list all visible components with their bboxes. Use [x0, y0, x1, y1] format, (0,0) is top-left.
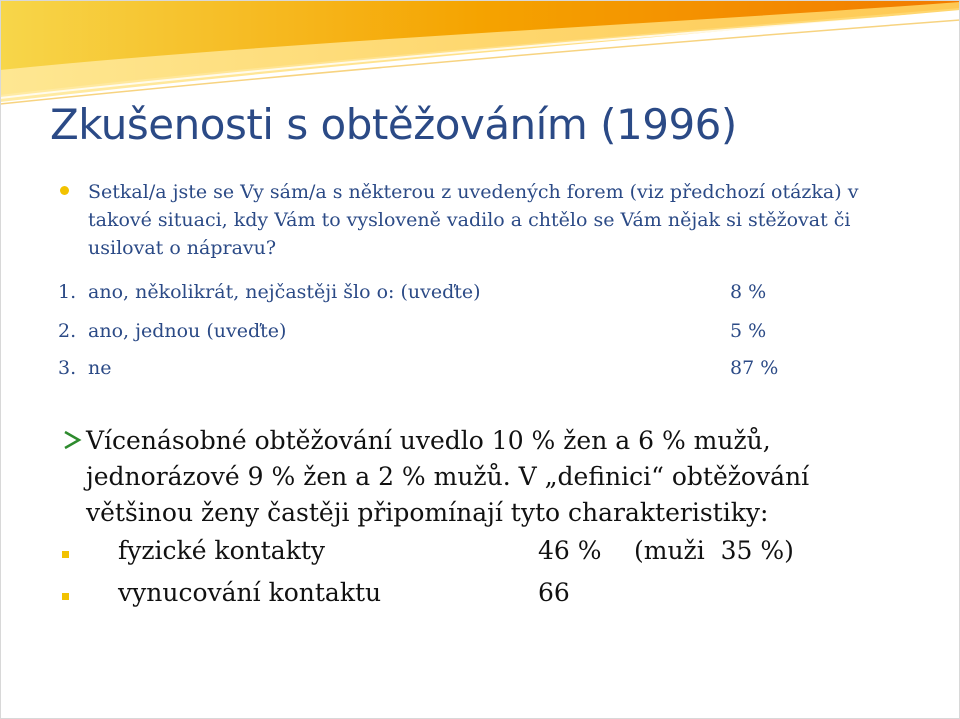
item-extra: (muži 35 %) [634, 536, 794, 565]
answer-3-percent: 87 % [730, 357, 779, 379]
item-value: 66 [538, 578, 570, 607]
answer-number: 3. [58, 357, 77, 379]
item-label: fyzické kontakty [118, 536, 326, 565]
answer-2-percent: 5 % [730, 320, 767, 342]
summary-paragraph: Vícenásobné obtěžování uvedlo 10 % žen a 6 % mužů, jednorázové 9 % žen a 2 % mužů. V „definici“ obtěžování většinou ženy častěji připomínají tyto charakteristiky: [86, 426, 810, 527]
answer-label: ne [88, 357, 112, 379]
item-label: vynucování kontaktu [118, 578, 382, 607]
answer-number: 1. [58, 281, 77, 303]
answer-label: ano, jednou (uveďte) [88, 320, 287, 342]
answer-label: ano, několikrát, nejčastěji šlo o: (uveďte) [88, 281, 481, 303]
page-title: Zkušenosti s obtěžováním (1996) [50, 100, 737, 149]
answer-1-percent: 8 % [730, 281, 767, 303]
question-text: Setkal/a jste se Vy sám/a s některou z uvedených forem (viz předchozí otázka) v takové situaci, kdy Vám to vysloveně vadilo a chtělo se Vám nějak si stěžovat či usilovat o nápravu? [88, 181, 859, 259]
item-value: 46 % [538, 536, 602, 565]
answer-number: 2. [58, 320, 77, 342]
